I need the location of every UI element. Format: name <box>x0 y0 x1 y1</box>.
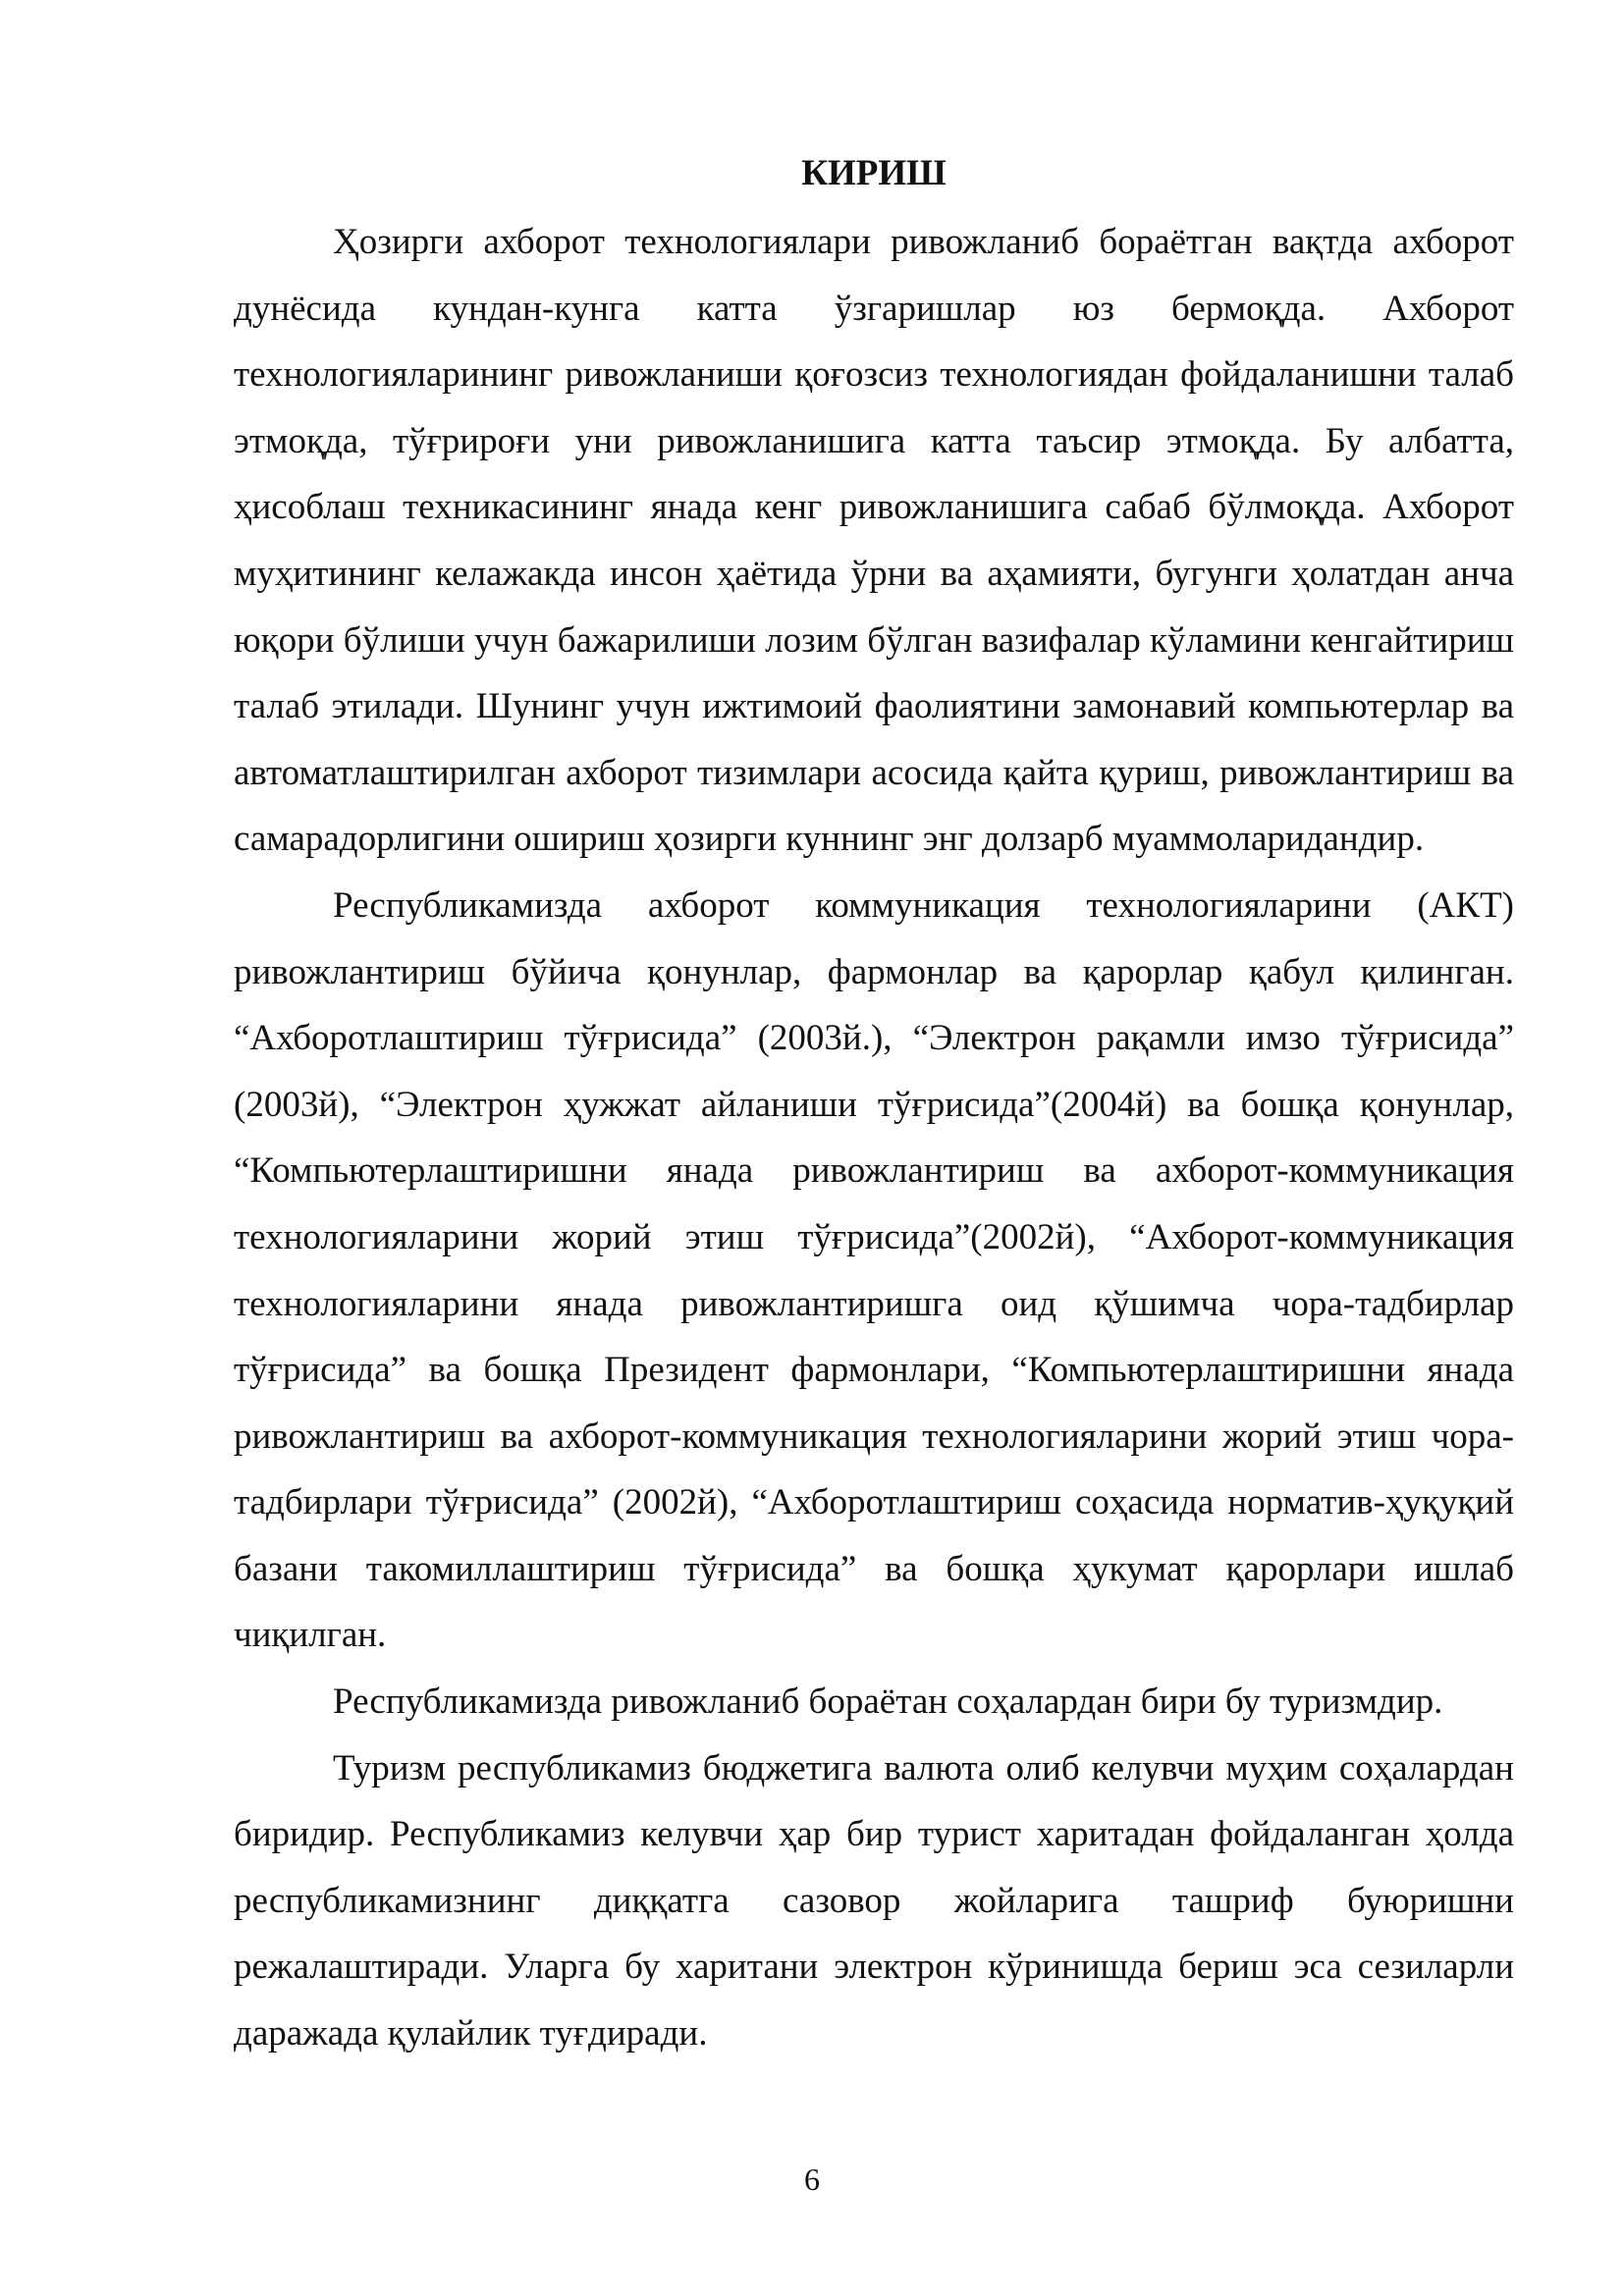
paragraph-4: Туризм республикамиз бюджетига валюта олиб келувчи муҳим соҳалардан биридир. Республикамиз келувчи ҳар бир турист харитадан фойдаланган ҳолда республикамизнинг диққатга сазовор жойларига ташриф буюришни режалаштиради. Уларга бу харитани электрон кўринишда бериш эса сезиларли даражада қулайлик туғдиради. <box>234 1747 1514 2055</box>
page-number: 6 <box>804 2162 820 2197</box>
section-heading: КИРИШ <box>801 153 947 193</box>
paragraph-2: Республикамизда ахборот коммуникация технологияларини (АКТ) ривожлантириш бўйича қонунлар, фармонлар ва қарорлар қабул қилинган. “Ахборотлаштириш тўғрисида” (2003й.), “Электрон рақамли имзо тўғрисида” (2003й), “Электрон ҳужжат айланиши тўғрисида”(2004й) ва бошқа қонунлар, “Компьютерлаштиришни янада ривожлантириш ва ахборот-коммуникация технологияларини жорий этиш тўғрисида”(2002й), “Ахборот-коммуникация технологияларини янада ривожлантиришга оид қўшимча чора-тадбирлар тўғрисида” ва бошқа Президент фармонлари, “Компьютерлаштиришни янада ривожлантириш ва ахборот-коммуникация технологияларини жорий этиш чора-тадбирлари тўғрисида” (2002й), “Ахборотлаштириш соҳасида норматив-ҳуқуқий базани такомиллаштириш тўғрисида” ва бошқа ҳукумат қарорлари ишлаб чиқилган. <box>234 884 1514 1656</box>
paragraph-3: Республикамизда ривожланиб бораётан соҳалардан бири бу туризмдир. <box>333 1682 1443 1723</box>
paragraph-1: Ҳозирги ахборот технологиялари ривожланиб бораётган вақтда ахборот дунёсида кундан-кунга катта ўзгаришлар юз бермоқда. Ахборот технологияларининг ривожланиши қоғозсиз технологиядан фойдаланишни талаб этмоқда, тўғрироғи уни ривожланишига катта таъсир этмоқда. Бу албатта, ҳисоблаш техникасининг янада кенг ривожланишига сабаб бўлмоқда. Ахборот муҳитининг келажакда инсон ҳаётида ўрни ва аҳамияти, бугунги ҳолатдан анча юқори бўлиши учун бажарилиши лозим бўлган вазифалар кўламини кенгайтириш талаб этилади. Шунинг учун ижтимоий фаолиятини замонавий компьютерлар ва автоматлаштирилган ахборот тизимлари асосида қайта қуриш, ривожлантириш ва самарадорлигини ошириш ҳозирги куннинг энг долзарб муаммоларидандир. <box>234 222 1514 860</box>
body-text <box>234 209 1514 2067</box>
